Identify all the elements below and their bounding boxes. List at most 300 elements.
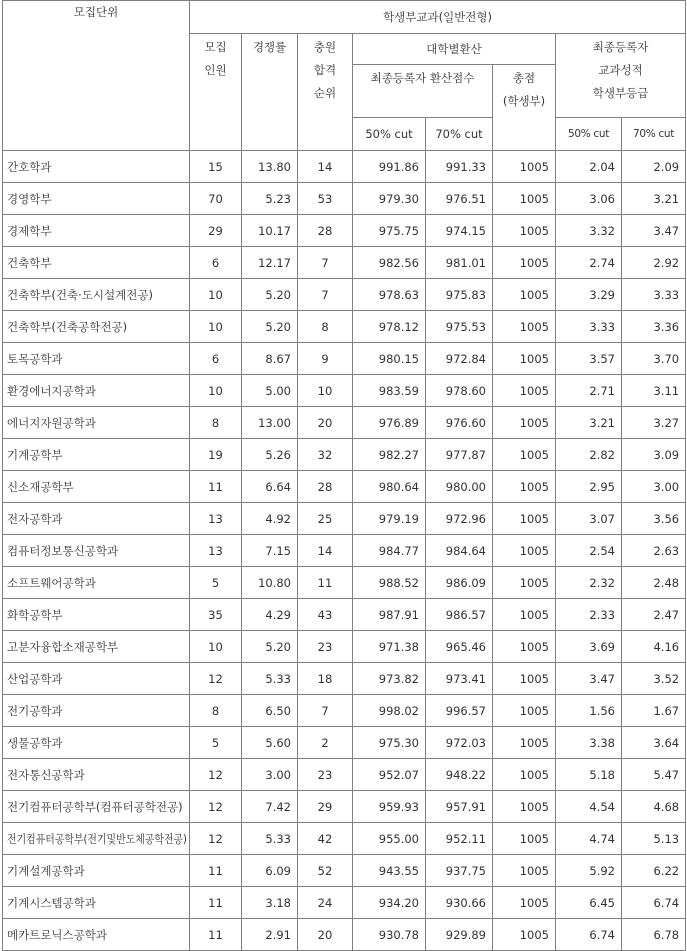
table-row — [3, 247, 686, 279]
cell-recruit-count: 10 — [190, 375, 242, 407]
cell-unit-name — [3, 183, 190, 215]
table-row — [3, 375, 686, 407]
cell-grade-cut50: 2.74 — [556, 247, 622, 279]
cell-unit-name — [3, 567, 190, 599]
cell-recruit-count: 5 — [190, 727, 242, 759]
header-univ-conv: 대학별환산 — [353, 34, 556, 65]
cell-grade-cut70: 3.56 — [622, 503, 686, 535]
cell-grade-cut50: 3.29 — [556, 279, 622, 311]
cell-unit-name — [3, 407, 190, 439]
cell-recruit-count: 10 — [190, 279, 242, 311]
cell-recruit-count: 15 — [190, 151, 242, 183]
cell-unit-name — [3, 695, 190, 727]
unit-name-text: 화학공학부 — [7, 607, 63, 622]
unit-name-text: 환경에너지공학과 — [7, 383, 96, 398]
cell-grade-cut50: 3.47 — [556, 663, 622, 695]
table-header — [3, 1, 686, 151]
cell-total-score: 1005 — [493, 407, 556, 439]
unit-name-text: 전기컴퓨터공학부(전기및반도체공학전공) — [7, 831, 187, 846]
cell-total-score: 1005 — [493, 343, 556, 375]
cell-conv-cut50: 980.15 — [353, 343, 426, 375]
cell-competition-rate: 5.20 — [242, 631, 298, 663]
cell-conv-cut50: 980.64 — [353, 471, 426, 503]
header-final-grade-line2: 교과성적 — [598, 63, 643, 77]
unit-name-text: 전기공학과 — [7, 703, 63, 718]
cell-grade-cut70: 2.92 — [622, 247, 686, 279]
cell-unit-name — [3, 215, 190, 247]
cell-waitlist-rank: 28 — [298, 471, 353, 503]
cell-grade-cut70: 4.16 — [622, 631, 686, 663]
cell-waitlist-rank: 7 — [298, 247, 353, 279]
cell-conv-cut70: 977.87 — [426, 439, 493, 471]
header-competition-label: 경쟁률 — [252, 40, 287, 54]
cell-conv-cut70: 929.89 — [426, 919, 493, 951]
cell-recruit-count: 12 — [190, 823, 242, 855]
unit-name-text: 고분자융합소재공학부 — [7, 639, 119, 654]
cell-waitlist-rank: 32 — [298, 439, 353, 471]
header-total-line2: (학생부) — [502, 94, 546, 108]
cell-total-score: 1005 — [493, 247, 556, 279]
cell-total-score: 1005 — [493, 503, 556, 535]
cell-total-score: 1005 — [493, 823, 556, 855]
cell-unit-name — [3, 727, 190, 759]
cell-total-score: 1005 — [493, 535, 556, 567]
cell-unit-name — [3, 919, 190, 951]
cell-waitlist-rank: 20 — [298, 407, 353, 439]
cell-grade-cut50: 2.71 — [556, 375, 622, 407]
header-recruit — [190, 34, 242, 151]
cell-conv-cut70: 974.15 — [426, 215, 493, 247]
cell-competition-rate: 10.17 — [242, 215, 298, 247]
cell-conv-cut50: 979.19 — [353, 503, 426, 535]
cell-grade-cut50: 3.69 — [556, 631, 622, 663]
header-grade-cut50: 50% cut — [556, 118, 622, 151]
cell-waitlist-rank: 14 — [298, 535, 353, 567]
cell-total-score: 1005 — [493, 663, 556, 695]
cell-recruit-count: 10 — [190, 311, 242, 343]
cell-grade-cut50: 2.32 — [556, 567, 622, 599]
unit-name-text: 경제학부 — [7, 223, 52, 238]
cell-conv-cut50: 959.93 — [353, 791, 426, 823]
cell-competition-rate: 5.20 — [242, 311, 298, 343]
cell-waitlist-rank: 9 — [298, 343, 353, 375]
cell-waitlist-rank: 42 — [298, 823, 353, 855]
cell-conv-cut50: 975.75 — [353, 215, 426, 247]
cell-unit-name — [3, 759, 190, 791]
cell-conv-cut50: 930.78 — [353, 919, 426, 951]
table-row — [3, 503, 686, 535]
table-row — [3, 567, 686, 599]
unit-name-text: 전자공학과 — [7, 511, 63, 526]
cell-recruit-count: 13 — [190, 535, 242, 567]
unit-name-text: 경영학부 — [7, 191, 52, 206]
cell-waitlist-rank: 14 — [298, 151, 353, 183]
table-row — [3, 791, 686, 823]
cell-competition-rate: 4.92 — [242, 503, 298, 535]
table-row — [3, 727, 686, 759]
cell-conv-cut70: 976.60 — [426, 407, 493, 439]
cell-grade-cut50: 3.57 — [556, 343, 622, 375]
cell-grade-cut70: 3.52 — [622, 663, 686, 695]
cell-waitlist-rank: 28 — [298, 215, 353, 247]
cell-conv-cut50: 976.89 — [353, 407, 426, 439]
cell-unit-name — [3, 471, 190, 503]
cell-recruit-count: 12 — [190, 663, 242, 695]
cell-recruit-count: 29 — [190, 215, 242, 247]
unit-name-text: 생물공학과 — [7, 735, 63, 750]
cell-conv-cut70: 975.53 — [426, 311, 493, 343]
cell-grade-cut50: 3.38 — [556, 727, 622, 759]
cell-conv-cut70: 937.75 — [426, 855, 493, 887]
cell-waitlist-rank: 8 — [298, 311, 353, 343]
cell-conv-cut70: 986.09 — [426, 567, 493, 599]
cell-conv-cut50: 952.07 — [353, 759, 426, 791]
cell-total-score: 1005 — [493, 183, 556, 215]
admission-results-table — [2, 0, 686, 951]
unit-name-text: 전자통신공학과 — [7, 767, 85, 782]
table-row — [3, 151, 686, 183]
cell-conv-cut70: 972.84 — [426, 343, 493, 375]
cell-unit-name — [3, 823, 190, 855]
cell-grade-cut70: 2.48 — [622, 567, 686, 599]
table-row — [3, 695, 686, 727]
cell-competition-rate: 6.09 — [242, 855, 298, 887]
cell-competition-rate: 5.26 — [242, 439, 298, 471]
cell-unit-name — [3, 855, 190, 887]
cell-total-score: 1005 — [493, 791, 556, 823]
header-unit — [3, 1, 190, 151]
cell-total-score: 1005 — [493, 375, 556, 407]
cell-unit-name — [3, 663, 190, 695]
table-row — [3, 183, 686, 215]
cell-conv-cut70: 952.11 — [426, 823, 493, 855]
cell-grade-cut70: 6.22 — [622, 855, 686, 887]
cell-total-score: 1005 — [493, 919, 556, 951]
cell-recruit-count: 13 — [190, 503, 242, 535]
header-rank-line2: 합격 — [313, 63, 337, 77]
cell-recruit-count: 11 — [190, 887, 242, 919]
cell-conv-cut70: 972.96 — [426, 503, 493, 535]
table-body — [3, 151, 686, 951]
cell-recruit-count: 11 — [190, 919, 242, 951]
unit-name-text: 신소재공학부 — [7, 479, 74, 494]
cell-conv-cut70: 973.41 — [426, 663, 493, 695]
cell-total-score: 1005 — [493, 311, 556, 343]
cell-unit-name — [3, 503, 190, 535]
cell-waitlist-rank: 29 — [298, 791, 353, 823]
cell-waitlist-rank: 43 — [298, 599, 353, 631]
cell-competition-rate: 3.00 — [242, 759, 298, 791]
cell-conv-cut50: 955.00 — [353, 823, 426, 855]
cell-unit-name — [3, 375, 190, 407]
cell-recruit-count: 6 — [190, 343, 242, 375]
cell-recruit-count: 5 — [190, 567, 242, 599]
cell-grade-cut70: 2.09 — [622, 151, 686, 183]
cell-grade-cut70: 4.68 — [622, 791, 686, 823]
cell-unit-name — [3, 535, 190, 567]
cell-total-score: 1005 — [493, 727, 556, 759]
cell-grade-cut50: 3.32 — [556, 215, 622, 247]
cell-conv-cut70: 980.00 — [426, 471, 493, 503]
unit-name-text: 기계공학부 — [7, 447, 63, 462]
cell-grade-cut50: 5.92 — [556, 855, 622, 887]
cell-grade-cut70: 3.33 — [622, 279, 686, 311]
cell-recruit-count: 11 — [190, 855, 242, 887]
cell-conv-cut50: 971.38 — [353, 631, 426, 663]
cell-competition-rate: 7.15 — [242, 535, 298, 567]
cell-waitlist-rank: 25 — [298, 503, 353, 535]
cell-competition-rate: 8.67 — [242, 343, 298, 375]
cell-conv-cut70: 948.22 — [426, 759, 493, 791]
unit-name-text: 전기컴퓨터공학부(컴퓨터공학전공) — [7, 799, 183, 814]
cell-grade-cut70: 3.11 — [622, 375, 686, 407]
cell-competition-rate: 4.29 — [242, 599, 298, 631]
cell-conv-cut50: 973.82 — [353, 663, 426, 695]
table-row — [3, 311, 686, 343]
header-rank-line3: 순위 — [313, 86, 337, 100]
table-row — [3, 407, 686, 439]
cell-total-score: 1005 — [493, 151, 556, 183]
header-recruit-line2: 인원 — [204, 63, 227, 77]
table-row — [3, 343, 686, 375]
cell-conv-cut50: 934.20 — [353, 887, 426, 919]
cell-unit-name — [3, 343, 190, 375]
cell-competition-rate: 6.64 — [242, 471, 298, 503]
cell-total-score: 1005 — [493, 631, 556, 663]
cell-grade-cut70: 3.70 — [622, 343, 686, 375]
table-row — [3, 599, 686, 631]
cell-grade-cut50: 2.33 — [556, 599, 622, 631]
cell-grade-cut50: 2.95 — [556, 471, 622, 503]
cell-grade-cut50: 6.45 — [556, 887, 622, 919]
table-row — [3, 855, 686, 887]
cell-grade-cut50: 3.33 — [556, 311, 622, 343]
cell-waitlist-rank: 20 — [298, 919, 353, 951]
cell-conv-cut50: 943.55 — [353, 855, 426, 887]
cell-waitlist-rank: 2 — [298, 727, 353, 759]
cell-competition-rate: 5.33 — [242, 663, 298, 695]
cell-recruit-count: 12 — [190, 759, 242, 791]
cell-waitlist-rank: 23 — [298, 631, 353, 663]
cell-waitlist-rank: 11 — [298, 567, 353, 599]
header-recruit-line1: 모집 — [204, 40, 227, 54]
table-row — [3, 663, 686, 695]
cell-competition-rate: 3.18 — [242, 887, 298, 919]
header-final-grade-line3: 학생부등급 — [592, 86, 649, 100]
cell-total-score: 1005 — [493, 855, 556, 887]
cell-conv-cut50: 978.12 — [353, 311, 426, 343]
cell-recruit-count: 12 — [190, 791, 242, 823]
header-conv-cut50: 50% cut — [353, 118, 426, 151]
cell-total-score: 1005 — [493, 215, 556, 247]
cell-conv-cut70: 965.46 — [426, 631, 493, 663]
unit-name-text: 산업공학과 — [7, 671, 63, 686]
cell-grade-cut70: 5.47 — [622, 759, 686, 791]
cell-unit-name — [3, 247, 190, 279]
cell-grade-cut50: 5.18 — [556, 759, 622, 791]
cell-recruit-count: 11 — [190, 471, 242, 503]
cell-conv-cut50: 988.52 — [353, 567, 426, 599]
header-competition — [242, 34, 298, 151]
cell-total-score: 1005 — [493, 439, 556, 471]
cell-grade-cut70: 1.67 — [622, 695, 686, 727]
header-rank-line1: 충원 — [313, 40, 337, 54]
cell-grade-cut70: 3.00 — [622, 471, 686, 503]
unit-name-text: 건축학부(건축·도시설계전공) — [7, 287, 153, 302]
cell-grade-cut50: 4.54 — [556, 791, 622, 823]
cell-conv-cut50: 984.77 — [353, 535, 426, 567]
cell-competition-rate: 7.42 — [242, 791, 298, 823]
cell-conv-cut70: 981.01 — [426, 247, 493, 279]
cell-competition-rate: 5.00 — [242, 375, 298, 407]
cell-conv-cut50: 983.59 — [353, 375, 426, 407]
cell-grade-cut70: 3.36 — [622, 311, 686, 343]
cell-total-score: 1005 — [493, 695, 556, 727]
cell-recruit-count: 8 — [190, 407, 242, 439]
cell-competition-rate: 5.33 — [242, 823, 298, 855]
cell-grade-cut70: 2.47 — [622, 599, 686, 631]
cell-waitlist-rank: 53 — [298, 183, 353, 215]
cell-total-score: 1005 — [493, 887, 556, 919]
header-final-grade — [556, 34, 686, 118]
table-row — [3, 279, 686, 311]
unit-name-text: 건축학부(건축공학전공) — [7, 319, 128, 334]
cell-competition-rate: 6.50 — [242, 695, 298, 727]
cell-grade-cut70: 3.47 — [622, 215, 686, 247]
unit-name-text: 컴퓨터정보통신공학과 — [7, 543, 119, 558]
cell-waitlist-rank: 7 — [298, 695, 353, 727]
cell-grade-cut50: 1.56 — [556, 695, 622, 727]
unit-name-text: 에너지자원공학과 — [7, 415, 96, 430]
cell-total-score: 1005 — [493, 567, 556, 599]
unit-name-text: 기계설계공학과 — [7, 863, 85, 878]
cell-unit-name — [3, 311, 190, 343]
header-unit-label: 모집단위 — [73, 5, 119, 19]
cell-grade-cut50: 4.74 — [556, 823, 622, 855]
cell-grade-cut70: 3.64 — [622, 727, 686, 759]
header-rank — [298, 34, 353, 151]
cell-conv-cut70: 975.83 — [426, 279, 493, 311]
cell-waitlist-rank: 24 — [298, 887, 353, 919]
table-row — [3, 631, 686, 663]
cell-competition-rate: 5.20 — [242, 279, 298, 311]
cell-waitlist-rank: 10 — [298, 375, 353, 407]
header-total-line1: 총점 — [512, 71, 536, 85]
unit-name-text: 건축학부 — [7, 255, 52, 270]
cell-unit-name — [3, 791, 190, 823]
cell-recruit-count: 19 — [190, 439, 242, 471]
cell-waitlist-rank: 7 — [298, 279, 353, 311]
header-final-conv — [353, 65, 493, 118]
cell-conv-cut70: 984.64 — [426, 535, 493, 567]
cell-grade-cut70: 3.09 — [622, 439, 686, 471]
header-final-grade-line1: 최종등록자 — [592, 40, 649, 54]
unit-name-text: 토목공학과 — [7, 351, 63, 366]
cell-grade-cut50: 6.74 — [556, 919, 622, 951]
cell-conv-cut50: 998.02 — [353, 695, 426, 727]
cell-grade-cut50: 2.82 — [556, 439, 622, 471]
cell-recruit-count: 6 — [190, 247, 242, 279]
cell-competition-rate: 12.17 — [242, 247, 298, 279]
table-row — [3, 535, 686, 567]
cell-total-score: 1005 — [493, 599, 556, 631]
cell-waitlist-rank: 52 — [298, 855, 353, 887]
table-row — [3, 823, 686, 855]
cell-recruit-count: 35 — [190, 599, 242, 631]
unit-name-text: 기계시스템공학과 — [7, 895, 96, 910]
header-group: 학생부교과(일반전형) — [190, 1, 686, 34]
header-conv-cut70: 70% cut — [426, 118, 493, 151]
table-row — [3, 215, 686, 247]
cell-conv-cut70: 996.57 — [426, 695, 493, 727]
table-row — [3, 887, 686, 919]
table-row — [3, 439, 686, 471]
cell-waitlist-rank: 18 — [298, 663, 353, 695]
table-row — [3, 919, 686, 951]
cell-competition-rate: 13.80 — [242, 151, 298, 183]
cell-grade-cut70: 3.21 — [622, 183, 686, 215]
cell-grade-cut70: 6.78 — [622, 919, 686, 951]
cell-grade-cut70: 2.63 — [622, 535, 686, 567]
cell-conv-cut50: 987.91 — [353, 599, 426, 631]
cell-grade-cut50: 2.54 — [556, 535, 622, 567]
cell-unit-name — [3, 439, 190, 471]
cell-waitlist-rank: 23 — [298, 759, 353, 791]
cell-conv-cut50: 979.30 — [353, 183, 426, 215]
cell-grade-cut70: 6.74 — [622, 887, 686, 919]
cell-competition-rate: 2.91 — [242, 919, 298, 951]
cell-grade-cut50: 3.21 — [556, 407, 622, 439]
unit-name-text: 간호학과 — [7, 159, 52, 174]
cell-conv-cut70: 957.91 — [426, 791, 493, 823]
cell-conv-cut70: 978.60 — [426, 375, 493, 407]
cell-unit-name — [3, 631, 190, 663]
cell-conv-cut50: 978.63 — [353, 279, 426, 311]
admission-results-table-wrapper — [2, 0, 685, 951]
cell-conv-cut70: 976.51 — [426, 183, 493, 215]
cell-grade-cut50: 3.07 — [556, 503, 622, 535]
header-grade-cut70: 70% cut — [622, 118, 686, 151]
unit-name-text: 메카트로닉스공학과 — [7, 927, 107, 942]
cell-grade-cut70: 3.27 — [622, 407, 686, 439]
cell-total-score: 1005 — [493, 759, 556, 791]
cell-recruit-count: 10 — [190, 631, 242, 663]
cell-recruit-count: 70 — [190, 183, 242, 215]
cell-total-score: 1005 — [493, 279, 556, 311]
cell-conv-cut50: 975.30 — [353, 727, 426, 759]
cell-competition-rate: 5.60 — [242, 727, 298, 759]
cell-unit-name — [3, 887, 190, 919]
header-final-conv-label: 최종등록자 환산점수 — [370, 71, 475, 85]
header-total — [493, 65, 556, 151]
cell-unit-name — [3, 279, 190, 311]
unit-name-text: 소프트웨어공학과 — [7, 575, 96, 590]
cell-competition-rate: 10.80 — [242, 567, 298, 599]
cell-unit-name — [3, 599, 190, 631]
cell-conv-cut70: 930.66 — [426, 887, 493, 919]
cell-total-score: 1005 — [493, 471, 556, 503]
cell-unit-name — [3, 151, 190, 183]
cell-conv-cut70: 991.33 — [426, 151, 493, 183]
cell-grade-cut70: 5.13 — [622, 823, 686, 855]
table-row — [3, 759, 686, 791]
cell-grade-cut50: 3.06 — [556, 183, 622, 215]
cell-recruit-count: 8 — [190, 695, 242, 727]
cell-conv-cut50: 982.27 — [353, 439, 426, 471]
cell-competition-rate: 5.23 — [242, 183, 298, 215]
cell-conv-cut70: 986.57 — [426, 599, 493, 631]
cell-conv-cut50: 991.86 — [353, 151, 426, 183]
